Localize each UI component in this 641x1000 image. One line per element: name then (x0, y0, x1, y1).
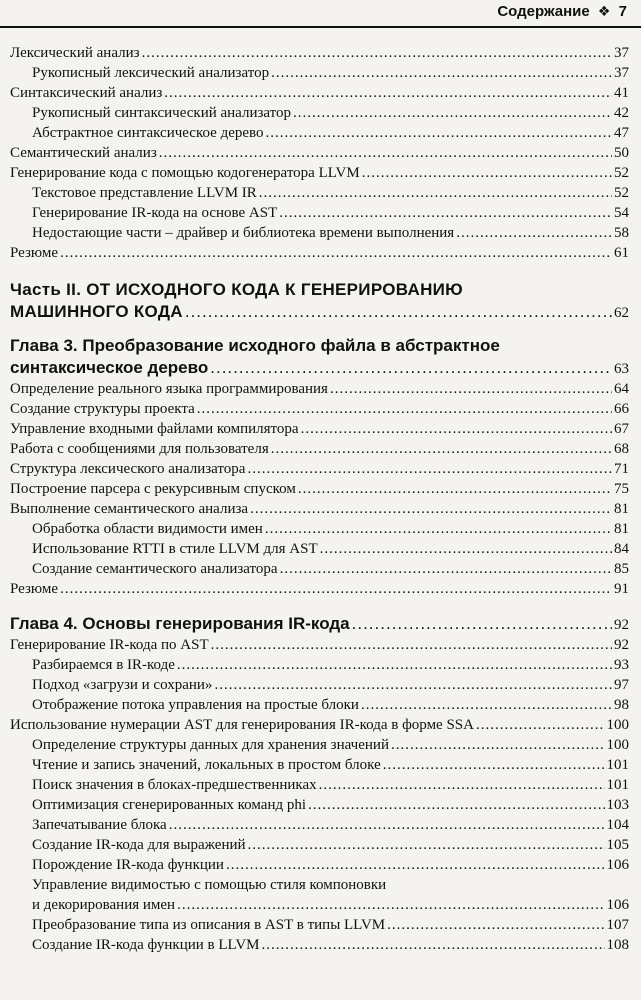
toc-entry-page: 67 (614, 421, 629, 437)
toc-entry-page: 61 (614, 245, 629, 261)
toc-entry[interactable] (10, 163, 629, 183)
header-page-number: 7 (618, 3, 627, 20)
toc-entry-page: 50 (614, 145, 629, 161)
toc-entry-title: Использование нумерации AST для генерирования IR-кода в форме SSA (10, 717, 474, 733)
toc-entry[interactable] (10, 715, 629, 735)
toc-entry[interactable] (10, 183, 629, 203)
toc-entry-page: 52 (614, 185, 629, 201)
leader-dots (226, 855, 605, 875)
toc-entry[interactable] (10, 43, 629, 63)
leader-dots (261, 935, 604, 955)
toc-entry[interactable] (10, 835, 629, 855)
leader-dots (319, 775, 605, 795)
leader-dots (271, 63, 612, 83)
chapter-4-page: 92 (614, 617, 629, 633)
wrapped-entry-line2: и декорирования имен (32, 897, 176, 913)
toc-entry-page: 41 (614, 85, 629, 101)
toc-entry-page: 105 (606, 837, 629, 853)
toc-entry-page: 68 (614, 441, 629, 457)
leader-dots (164, 83, 612, 103)
leader-dots (271, 439, 612, 459)
leader-dots (279, 203, 612, 223)
leader-dots (197, 399, 612, 419)
chapter-4-title: Глава 4. Основы генерирования IR-кода (10, 614, 350, 633)
toc-entry-title: Обработка области видимости имен (32, 521, 263, 537)
leader-dots (248, 835, 605, 855)
toc-entry[interactable] (10, 479, 629, 499)
toc-entry-page: 98 (614, 697, 629, 713)
toc-entry-title: Создание структуры проекта (10, 401, 195, 417)
leader-dots (362, 163, 612, 183)
leader-dots (266, 123, 612, 143)
toc-entry-title: Построение парсера с рекурсивным спуском (10, 481, 296, 497)
toc-entry[interactable] (10, 635, 629, 655)
toc-entry-page: 75 (614, 481, 629, 497)
leader-dots (185, 301, 612, 323)
toc-entry-page: 81 (614, 521, 629, 537)
toc-entry-page: 58 (614, 225, 629, 241)
toc-entry-title: Синтаксический анализ (10, 85, 163, 101)
toc-entry-title: Отображение потока управления на простые блоки (32, 697, 359, 713)
toc-block-chapter3 (10, 379, 629, 599)
leader-dots (383, 755, 605, 775)
wrapped-entry-line1: Управление видимостью с помощью стиля компоновки (32, 877, 387, 893)
toc-entry-title: Работа с сообщениями для пользователя (10, 441, 269, 457)
toc-entry-title: Порождение IR-кода функции (32, 857, 224, 873)
toc-entry-title: Преобразование типа из описания в AST в типы LLVM (32, 917, 386, 933)
toc-entry-title: Семантический анализ (10, 145, 157, 161)
leader-dots (210, 357, 612, 379)
toc-entry-title: Структура лексического анализатора (10, 461, 246, 477)
part-2-page: 62 (614, 305, 629, 321)
toc-block-chapter4-end (10, 915, 629, 955)
toc-entry-title: Запечатывание блока (32, 817, 167, 833)
toc-entry-title: Абстрактное синтаксическое дерево (32, 125, 264, 141)
leader-dots (247, 459, 612, 479)
toc-entry-wrapped[interactable] (10, 875, 629, 915)
toc-entry-title: Поиск значения в блоках-предшественниках (32, 777, 317, 793)
toc-entry-title: Генерирование кода с помощью кодогенератора LLVM (10, 165, 360, 181)
toc-entry[interactable] (10, 123, 629, 143)
toc-entry[interactable] (10, 379, 629, 399)
toc-entry[interactable] (10, 63, 629, 83)
leader-dots (159, 143, 612, 163)
toc-entry-page: 91 (614, 581, 629, 597)
toc-entry-page: 101 (606, 757, 629, 773)
leader-dots (280, 559, 612, 579)
toc-chapter-4[interactable] (10, 613, 629, 635)
leader-dots (177, 895, 604, 915)
toc-entry-title: Создание IR-кода функции в LLVM (32, 937, 260, 953)
toc-entry-page: 100 (606, 717, 629, 733)
wrapped-entry-page: 106 (606, 897, 629, 913)
toc-entry-page: 93 (614, 657, 629, 673)
toc-entry-page: 52 (614, 165, 629, 181)
leader-dots (476, 715, 605, 735)
toc-entry-page: 100 (606, 737, 629, 753)
toc-entry-page: 37 (614, 45, 629, 61)
chapter-3-page: 63 (614, 361, 629, 377)
toc-entry[interactable] (10, 243, 629, 263)
toc-entry-title: Оптимизация сгенерированных команд phi (32, 797, 307, 813)
toc-entry[interactable] (10, 143, 629, 163)
leader-dots (214, 675, 612, 695)
leader-dots (387, 915, 604, 935)
toc-entry[interactable] (10, 675, 629, 695)
diamond-icon: ❖ (597, 3, 611, 19)
table-of-contents (10, 43, 629, 955)
toc-entry-title: Определение реального языка программирования (10, 381, 328, 397)
toc-entry-page: 81 (614, 501, 629, 517)
toc-entry[interactable] (10, 399, 629, 419)
chapter-3-title-line1: Глава 3. Преобразование исходного файла в абстрактное (10, 336, 500, 355)
header-text (497, 3, 627, 20)
toc-entry-page: 64 (614, 381, 629, 397)
toc-entry-title: Недостающие части – драйвер и библиотека времени выполнения (32, 225, 455, 241)
leader-dots (361, 695, 612, 715)
leader-dots (308, 795, 604, 815)
toc-entry[interactable] (10, 83, 629, 103)
toc-entry[interactable] (10, 103, 629, 123)
toc-entry[interactable] (10, 855, 629, 875)
toc-entry[interactable] (10, 499, 629, 519)
leader-dots (250, 499, 612, 519)
part-2-title-line2: МАШИННОГО КОДА (10, 302, 183, 321)
toc-chapter-3[interactable] (10, 335, 629, 379)
toc-entry[interactable] (10, 579, 629, 599)
toc-entry-title: Разбираемся в IR-коде (32, 657, 175, 673)
leader-dots (177, 655, 612, 675)
toc-entry[interactable] (10, 735, 629, 755)
toc-entry-title: Создание семантического анализатора (32, 561, 278, 577)
leader-dots (456, 223, 612, 243)
toc-entry-page: 104 (606, 817, 629, 833)
toc-entry-page: 85 (614, 561, 629, 577)
chapter-3-title-line2: синтаксическое дерево (10, 358, 209, 377)
toc-entry[interactable] (10, 223, 629, 243)
toc-entry-title: Резюме (10, 581, 59, 597)
toc-entry-title: Генерирование IR-кода на основе AST (32, 205, 278, 221)
toc-entry-page: 106 (606, 857, 629, 873)
toc-entry[interactable] (10, 439, 629, 459)
toc-entry-page: 92 (614, 637, 629, 653)
toc-entry[interactable] (10, 935, 629, 955)
toc-entry-title: Рукописный синтаксический анализатор (32, 105, 292, 121)
toc-entry[interactable] (10, 775, 629, 795)
toc-entry-page: 37 (614, 65, 629, 81)
leader-dots (265, 519, 612, 539)
toc-block-chapter2 (10, 43, 629, 263)
toc-entry-title: Чтение и запись значений, локальных в простом блоке (32, 757, 381, 773)
toc-entry-page: 107 (606, 917, 629, 933)
toc-entry-page: 71 (614, 461, 629, 477)
toc-entry-page: 47 (614, 125, 629, 141)
toc-entry-title: Резюме (10, 245, 59, 261)
toc-entry-page: 101 (606, 777, 629, 793)
leader-dots (352, 613, 612, 635)
toc-entry-page: 97 (614, 677, 629, 693)
toc-entry-title: Рукописный лексический анализатор (32, 65, 270, 81)
toc-entry-title: Определение структуры данных для хранения значений (32, 737, 389, 753)
toc-entry-title: Генерирование IR-кода по AST (10, 637, 209, 653)
toc-entry[interactable] (10, 539, 629, 559)
leader-dots (60, 243, 612, 263)
toc-entry[interactable] (10, 559, 629, 579)
toc-entry[interactable] (10, 419, 629, 439)
toc-part-2[interactable] (10, 279, 629, 323)
leader-dots (293, 103, 612, 123)
toc-entry-title: Использование RTTI в стиле LLVM для AST (32, 541, 318, 557)
running-header (0, 0, 641, 28)
toc-entry-title: Подход «загрузи и сохрани» (32, 677, 213, 693)
toc-entry-title: Создание IR-кода для выражений (32, 837, 246, 853)
toc-entry-page: 103 (606, 797, 629, 813)
leader-dots (330, 379, 612, 399)
leader-dots (259, 183, 612, 203)
toc-entry-page: 42 (614, 105, 629, 121)
leader-dots (320, 539, 612, 559)
toc-entry[interactable] (10, 459, 629, 479)
toc-entry[interactable] (10, 795, 629, 815)
toc-entry[interactable] (10, 519, 629, 539)
toc-entry-title: Управление входными файлами компилятора (10, 421, 299, 437)
toc-entry[interactable] (10, 915, 629, 935)
leader-dots (169, 815, 605, 835)
toc-entry[interactable] (10, 203, 629, 223)
toc-entry-page: 54 (614, 205, 629, 221)
leader-dots (211, 635, 612, 655)
toc-block-chapter4 (10, 635, 629, 875)
header-section-title: Содержание (497, 3, 590, 20)
toc-entry-title: Текстовое представление LLVM IR (32, 185, 257, 201)
toc-entry-page: 66 (614, 401, 629, 417)
toc-entry-page: 108 (606, 937, 629, 953)
leader-dots (298, 479, 612, 499)
toc-entry[interactable] (10, 655, 629, 675)
leader-dots (391, 735, 605, 755)
part-2-title-line1: Часть II. ОТ ИСХОДНОГО КОДА К ГЕНЕРИРОВАНИЮ (10, 280, 463, 299)
toc-entry-title: Лексический анализ (10, 45, 140, 61)
toc-entry[interactable] (10, 695, 629, 715)
leader-dots (301, 419, 612, 439)
toc-entry-page: 84 (614, 541, 629, 557)
leader-dots (60, 579, 612, 599)
leader-dots (142, 43, 612, 63)
toc-entry-title: Выполнение семантического анализа (10, 501, 249, 517)
toc-entry[interactable] (10, 815, 629, 835)
toc-entry[interactable] (10, 755, 629, 775)
